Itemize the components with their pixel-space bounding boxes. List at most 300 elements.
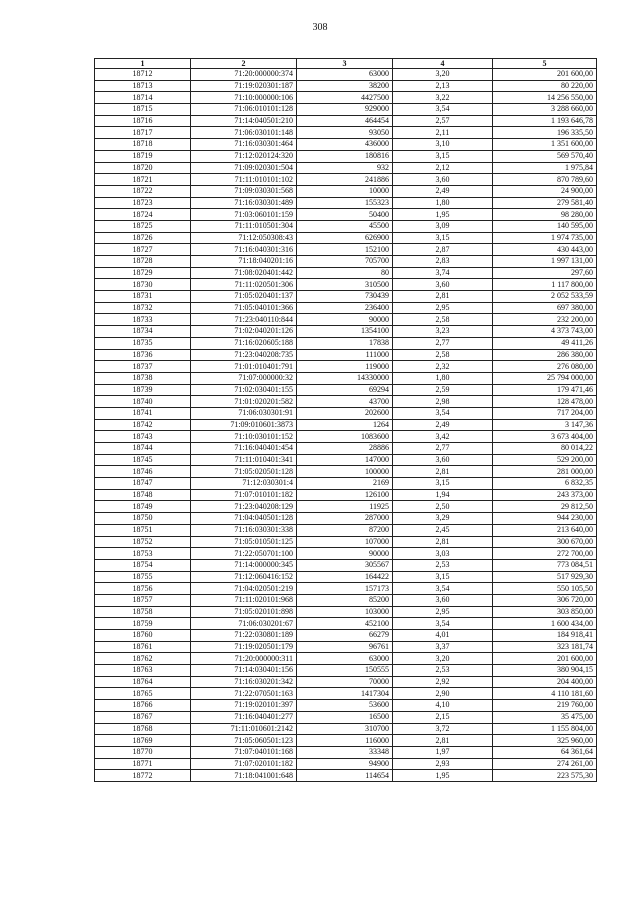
rate-cell: 3,20 bbox=[393, 69, 493, 81]
row-number-cell: 18745 bbox=[95, 454, 191, 466]
table-row bbox=[95, 548, 597, 560]
cadastral-number-cell: 71:07:040101:168 bbox=[191, 746, 297, 758]
row-number-cell: 18736 bbox=[95, 349, 191, 361]
row-number-cell: 18734 bbox=[95, 326, 191, 338]
area-cell: 45500 bbox=[297, 220, 393, 232]
table-row bbox=[95, 536, 597, 548]
rate-cell: 1,97 bbox=[393, 746, 493, 758]
cadastral-number-cell: 71:06:030201:67 bbox=[191, 618, 297, 630]
row-number-cell: 18716 bbox=[95, 115, 191, 127]
area-cell: 28886 bbox=[297, 443, 393, 455]
rate-cell: 2,87 bbox=[393, 244, 493, 256]
amount-cell: 4 110 181,60 bbox=[493, 688, 597, 700]
rate-cell: 3,37 bbox=[393, 641, 493, 653]
area-cell: 17838 bbox=[297, 337, 393, 349]
row-number-cell: 18721 bbox=[95, 174, 191, 186]
rate-cell: 3,09 bbox=[393, 220, 493, 232]
amount-cell: 529 200,00 bbox=[493, 454, 597, 466]
table-row bbox=[95, 185, 597, 197]
row-number-cell: 18768 bbox=[95, 723, 191, 735]
row-number-cell: 18717 bbox=[95, 127, 191, 139]
column-header-5: 5 bbox=[493, 59, 597, 69]
table-row bbox=[95, 337, 597, 349]
row-number-cell: 18772 bbox=[95, 770, 191, 782]
table-row bbox=[95, 466, 597, 478]
amount-cell: 1 155 804,00 bbox=[493, 723, 597, 735]
amount-cell: 1 974 735,00 bbox=[493, 232, 597, 244]
amount-cell: 64 361,64 bbox=[493, 746, 597, 758]
row-number-cell: 18718 bbox=[95, 139, 191, 151]
area-cell: 94900 bbox=[297, 758, 393, 770]
row-number-cell: 18771 bbox=[95, 758, 191, 770]
cadastral-number-cell: 71:04:040501:128 bbox=[191, 513, 297, 525]
rate-cell: 3,60 bbox=[393, 454, 493, 466]
amount-cell: 1 117 800,00 bbox=[493, 279, 597, 291]
area-cell: 80 bbox=[297, 267, 393, 279]
cadastral-number-cell: 71:12:050308:43 bbox=[191, 232, 297, 244]
cadastral-number-cell: 71:12:020124:320 bbox=[191, 150, 297, 162]
amount-cell: 430 443,00 bbox=[493, 244, 597, 256]
rate-cell: 4,01 bbox=[393, 630, 493, 642]
row-number-cell: 18752 bbox=[95, 536, 191, 548]
amount-cell: 179 471,46 bbox=[493, 384, 597, 396]
cadastral-number-cell: 71:18:041001:648 bbox=[191, 770, 297, 782]
cadastral-number-cell: 71:05:010501:125 bbox=[191, 536, 297, 548]
area-cell: 10000 bbox=[297, 185, 393, 197]
row-number-cell: 18733 bbox=[95, 314, 191, 326]
cadastral-number-cell: 71:11:020501:306 bbox=[191, 279, 297, 291]
rate-cell: 3,60 bbox=[393, 594, 493, 606]
cadastral-number-cell: 71:16:040401:454 bbox=[191, 443, 297, 455]
row-number-cell: 18714 bbox=[95, 92, 191, 104]
row-number-cell: 18726 bbox=[95, 232, 191, 244]
column-header-1: 1 bbox=[95, 59, 191, 69]
table-row bbox=[95, 92, 597, 104]
row-number-cell: 18763 bbox=[95, 665, 191, 677]
cadastral-number-cell: 71:11:010601:2142 bbox=[191, 723, 297, 735]
amount-cell: 297,60 bbox=[493, 267, 597, 279]
cadastral-number-cell: 71:09:030301:568 bbox=[191, 185, 297, 197]
area-cell: 452100 bbox=[297, 618, 393, 630]
rate-cell: 2,58 bbox=[393, 349, 493, 361]
area-cell: 14330000 bbox=[297, 372, 393, 384]
amount-cell: 128 478,00 bbox=[493, 396, 597, 408]
cadastral-number-cell: 71:07:000000:32 bbox=[191, 372, 297, 384]
table-row bbox=[95, 197, 597, 209]
table-row bbox=[95, 524, 597, 536]
amount-cell: 140 595,00 bbox=[493, 220, 597, 232]
cadastral-number-cell: 71:01:020201:582 bbox=[191, 396, 297, 408]
table-row bbox=[95, 583, 597, 595]
table-row bbox=[95, 162, 597, 174]
cadastral-number-cell: 71:04:020501:219 bbox=[191, 583, 297, 595]
table-row bbox=[95, 758, 597, 770]
cadastral-number-cell: 71:22:030801:189 bbox=[191, 630, 297, 642]
cadastral-number-cell: 71:14:000000:345 bbox=[191, 559, 297, 571]
table-row bbox=[95, 279, 597, 291]
amount-cell: 323 181,74 bbox=[493, 641, 597, 653]
area-cell: 1264 bbox=[297, 419, 393, 431]
table-row bbox=[95, 244, 597, 256]
area-cell: 436000 bbox=[297, 139, 393, 151]
table-row bbox=[95, 513, 597, 525]
cadastral-number-cell: 71:06:030301:91 bbox=[191, 407, 297, 419]
area-cell: 69294 bbox=[297, 384, 393, 396]
area-cell: 305567 bbox=[297, 559, 393, 571]
cadastral-number-cell: 71:01:010401:791 bbox=[191, 361, 297, 373]
area-cell: 103000 bbox=[297, 606, 393, 618]
area-cell: 63000 bbox=[297, 653, 393, 665]
cadastral-number-cell: 71:22:070501:163 bbox=[191, 688, 297, 700]
table-row bbox=[95, 80, 597, 92]
rate-cell: 2,49 bbox=[393, 419, 493, 431]
row-number-cell: 18740 bbox=[95, 396, 191, 408]
amount-cell: 276 080,00 bbox=[493, 361, 597, 373]
page-number: 308 bbox=[312, 22, 328, 33]
amount-cell: 2 052 533,59 bbox=[493, 291, 597, 303]
amount-cell: 1 351 600,00 bbox=[493, 139, 597, 151]
rate-cell: 2,11 bbox=[393, 127, 493, 139]
area-cell: 932 bbox=[297, 162, 393, 174]
area-cell: 93050 bbox=[297, 127, 393, 139]
cadastral-number-cell: 71:07:020101:182 bbox=[191, 758, 297, 770]
cadastral-number-cell: 71:20:000000:311 bbox=[191, 653, 297, 665]
amount-cell: 4 373 743,00 bbox=[493, 326, 597, 338]
row-number-cell: 18724 bbox=[95, 209, 191, 221]
column-header-2: 2 bbox=[191, 59, 297, 69]
row-number-cell: 18748 bbox=[95, 489, 191, 501]
cadastral-number-cell: 71:16:040301:316 bbox=[191, 244, 297, 256]
cadastral-number-cell: 71:10:030101:152 bbox=[191, 431, 297, 443]
cadastral-number-cell: 71:11:010101:102 bbox=[191, 174, 297, 186]
amount-cell: 184 918,41 bbox=[493, 630, 597, 642]
cadastral-number-cell: 71:23:040110:844 bbox=[191, 314, 297, 326]
area-cell: 1083600 bbox=[297, 431, 393, 443]
rate-cell: 3,60 bbox=[393, 174, 493, 186]
row-number-cell: 18747 bbox=[95, 478, 191, 490]
amount-cell: 281 000,00 bbox=[493, 466, 597, 478]
table-row bbox=[95, 209, 597, 221]
table-row bbox=[95, 384, 597, 396]
table-row bbox=[95, 723, 597, 735]
area-cell: 66279 bbox=[297, 630, 393, 642]
table-row bbox=[95, 431, 597, 443]
table-row bbox=[95, 267, 597, 279]
rate-cell: 2,15 bbox=[393, 711, 493, 723]
amount-cell: 773 084,51 bbox=[493, 559, 597, 571]
table-row bbox=[95, 641, 597, 653]
table-row bbox=[95, 396, 597, 408]
rate-cell: 2,95 bbox=[393, 606, 493, 618]
cadastral-number-cell: 71:20:000000:374 bbox=[191, 69, 297, 81]
area-cell: 96761 bbox=[297, 641, 393, 653]
rate-cell: 2,59 bbox=[393, 384, 493, 396]
rate-cell: 3,23 bbox=[393, 326, 493, 338]
area-cell: 114654 bbox=[297, 770, 393, 782]
cadastral-number-cell: 71:08:020401:442 bbox=[191, 267, 297, 279]
row-number-cell: 18754 bbox=[95, 559, 191, 571]
table-row bbox=[95, 326, 597, 338]
rate-cell: 2,45 bbox=[393, 524, 493, 536]
table-row bbox=[95, 104, 597, 116]
row-number-cell: 18738 bbox=[95, 372, 191, 384]
cadastral-number-cell: 71:05:060501:123 bbox=[191, 735, 297, 747]
table-row bbox=[95, 174, 597, 186]
area-cell: 164422 bbox=[297, 571, 393, 583]
rate-cell: 2,53 bbox=[393, 559, 493, 571]
cadastral-number-cell: 71:12:030301:4 bbox=[191, 478, 297, 490]
area-cell: 70000 bbox=[297, 676, 393, 688]
cadastral-number-cell: 71:05:020501:128 bbox=[191, 466, 297, 478]
area-cell: 43700 bbox=[297, 396, 393, 408]
cadastral-number-cell: 71:16:040401:277 bbox=[191, 711, 297, 723]
amount-cell: 870 789,60 bbox=[493, 174, 597, 186]
amount-cell: 517 929,30 bbox=[493, 571, 597, 583]
row-number-cell: 18725 bbox=[95, 220, 191, 232]
rate-cell: 3,10 bbox=[393, 139, 493, 151]
row-number-cell: 18712 bbox=[95, 69, 191, 81]
row-number-cell: 18735 bbox=[95, 337, 191, 349]
area-cell: 929000 bbox=[297, 104, 393, 116]
rate-cell: 1,80 bbox=[393, 372, 493, 384]
area-cell: 16500 bbox=[297, 711, 393, 723]
area-cell: 100000 bbox=[297, 466, 393, 478]
rate-cell: 4,10 bbox=[393, 700, 493, 712]
table-row bbox=[95, 115, 597, 127]
table-row bbox=[95, 688, 597, 700]
rate-cell: 3,74 bbox=[393, 267, 493, 279]
amount-cell: 14 256 550,00 bbox=[493, 92, 597, 104]
amount-cell: 272 700,00 bbox=[493, 548, 597, 560]
amount-cell: 35 475,00 bbox=[493, 711, 597, 723]
cadastral-number-cell: 71:14:040501:210 bbox=[191, 115, 297, 127]
table-row bbox=[95, 139, 597, 151]
row-number-cell: 18744 bbox=[95, 443, 191, 455]
rate-cell: 3,54 bbox=[393, 583, 493, 595]
amount-cell: 380 904,15 bbox=[493, 665, 597, 677]
area-cell: 310500 bbox=[297, 279, 393, 291]
column-header-3: 3 bbox=[297, 59, 393, 69]
rate-cell: 2,32 bbox=[393, 361, 493, 373]
cadastral-number-cell: 71:07:010101:182 bbox=[191, 489, 297, 501]
rate-cell: 2,81 bbox=[393, 466, 493, 478]
cadastral-number-cell: 71:14:030401:156 bbox=[191, 665, 297, 677]
area-cell: 730439 bbox=[297, 291, 393, 303]
area-cell: 180816 bbox=[297, 150, 393, 162]
area-cell: 90000 bbox=[297, 314, 393, 326]
area-cell: 155323 bbox=[297, 197, 393, 209]
cadastral-number-cell: 71:11:020101:968 bbox=[191, 594, 297, 606]
row-number-cell: 18756 bbox=[95, 583, 191, 595]
row-number-cell: 18753 bbox=[95, 548, 191, 560]
row-number-cell: 18770 bbox=[95, 746, 191, 758]
amount-cell: 569 570,40 bbox=[493, 150, 597, 162]
amount-cell: 24 900,00 bbox=[493, 185, 597, 197]
amount-cell: 3 673 404,00 bbox=[493, 431, 597, 443]
row-number-cell: 18743 bbox=[95, 431, 191, 443]
rate-cell: 2,98 bbox=[393, 396, 493, 408]
table-row bbox=[95, 220, 597, 232]
amount-cell: 201 600,00 bbox=[493, 69, 597, 81]
table-row bbox=[95, 630, 597, 642]
amount-cell: 306 720,00 bbox=[493, 594, 597, 606]
rate-cell: 3,72 bbox=[393, 723, 493, 735]
row-number-cell: 18761 bbox=[95, 641, 191, 653]
area-cell: 111000 bbox=[297, 349, 393, 361]
area-cell: 126100 bbox=[297, 489, 393, 501]
rate-cell: 2,12 bbox=[393, 162, 493, 174]
amount-cell: 550 105,50 bbox=[493, 583, 597, 595]
cadastral-number-cell: 71:03:060101:159 bbox=[191, 209, 297, 221]
amount-cell: 98 280,00 bbox=[493, 209, 597, 221]
area-cell: 90000 bbox=[297, 548, 393, 560]
amount-cell: 274 261,00 bbox=[493, 758, 597, 770]
table-row bbox=[95, 770, 597, 782]
rate-cell: 2,49 bbox=[393, 185, 493, 197]
amount-cell: 944 230,00 bbox=[493, 513, 597, 525]
amount-cell: 204 400,00 bbox=[493, 676, 597, 688]
table-row bbox=[95, 443, 597, 455]
area-cell: 464454 bbox=[297, 115, 393, 127]
amount-cell: 1 193 646,78 bbox=[493, 115, 597, 127]
rate-cell: 3,15 bbox=[393, 150, 493, 162]
table-body bbox=[95, 69, 597, 782]
row-number-cell: 18730 bbox=[95, 279, 191, 291]
area-cell: 147000 bbox=[297, 454, 393, 466]
area-cell: 236400 bbox=[297, 302, 393, 314]
area-cell: 287000 bbox=[297, 513, 393, 525]
rate-cell: 3,54 bbox=[393, 104, 493, 116]
area-cell: 310700 bbox=[297, 723, 393, 735]
table-row bbox=[95, 676, 597, 688]
amount-cell: 232 200,00 bbox=[493, 314, 597, 326]
table-row bbox=[95, 478, 597, 490]
row-number-cell: 18713 bbox=[95, 80, 191, 92]
row-number-cell: 18757 bbox=[95, 594, 191, 606]
row-number-cell: 18731 bbox=[95, 291, 191, 303]
row-number-cell: 18760 bbox=[95, 630, 191, 642]
cadastral-number-cell: 71:11:010401:341 bbox=[191, 454, 297, 466]
amount-cell: 325 960,00 bbox=[493, 735, 597, 747]
cadastral-number-cell: 71:16:030301:464 bbox=[191, 139, 297, 151]
rate-cell: 2,77 bbox=[393, 443, 493, 455]
table-row bbox=[95, 559, 597, 571]
row-number-cell: 18741 bbox=[95, 407, 191, 419]
row-number-cell: 18765 bbox=[95, 688, 191, 700]
area-cell: 4427500 bbox=[297, 92, 393, 104]
table-row bbox=[95, 349, 597, 361]
row-number-cell: 18759 bbox=[95, 618, 191, 630]
area-cell: 157173 bbox=[297, 583, 393, 595]
cadastral-number-cell: 71:10:000000:106 bbox=[191, 92, 297, 104]
rate-cell: 2,81 bbox=[393, 536, 493, 548]
rate-cell: 2,50 bbox=[393, 501, 493, 513]
cadastral-number-cell: 71:02:040201:126 bbox=[191, 326, 297, 338]
rate-cell: 2,93 bbox=[393, 758, 493, 770]
area-cell: 107000 bbox=[297, 536, 393, 548]
area-cell: 38200 bbox=[297, 80, 393, 92]
table-row bbox=[95, 606, 597, 618]
table-row bbox=[95, 314, 597, 326]
cadastral-number-cell: 71:23:040208:129 bbox=[191, 501, 297, 513]
amount-cell: 1 997 131,00 bbox=[493, 256, 597, 268]
table-row bbox=[95, 256, 597, 268]
rate-cell: 2,90 bbox=[393, 688, 493, 700]
row-number-cell: 18767 bbox=[95, 711, 191, 723]
area-cell: 85200 bbox=[297, 594, 393, 606]
rate-cell: 1,80 bbox=[393, 197, 493, 209]
table-row bbox=[95, 372, 597, 384]
amount-cell: 80 014,22 bbox=[493, 443, 597, 455]
area-cell: 53600 bbox=[297, 700, 393, 712]
table-row bbox=[95, 150, 597, 162]
table-row bbox=[95, 489, 597, 501]
table-row bbox=[95, 361, 597, 373]
area-cell: 33348 bbox=[297, 746, 393, 758]
area-cell: 119000 bbox=[297, 361, 393, 373]
table-row bbox=[95, 594, 597, 606]
table-row bbox=[95, 454, 597, 466]
amount-cell: 3 288 660,00 bbox=[493, 104, 597, 116]
rate-cell: 2,58 bbox=[393, 314, 493, 326]
amount-cell: 1 600 434,00 bbox=[493, 618, 597, 630]
rate-cell: 2,13 bbox=[393, 80, 493, 92]
amount-cell: 6 832,35 bbox=[493, 478, 597, 490]
row-number-cell: 18722 bbox=[95, 185, 191, 197]
rate-cell: 3,20 bbox=[393, 653, 493, 665]
area-cell: 1417304 bbox=[297, 688, 393, 700]
cadastral-number-cell: 71:19:020101:397 bbox=[191, 700, 297, 712]
amount-cell: 1 975,84 bbox=[493, 162, 597, 174]
rate-cell: 2,95 bbox=[393, 302, 493, 314]
cadastral-number-cell: 71:05:040101:366 bbox=[191, 302, 297, 314]
amount-cell: 29 812,50 bbox=[493, 501, 597, 513]
cadastral-number-cell: 71:23:040208:735 bbox=[191, 349, 297, 361]
table-row bbox=[95, 69, 597, 81]
row-number-cell: 18746 bbox=[95, 466, 191, 478]
amount-cell: 49 411,26 bbox=[493, 337, 597, 349]
table-row bbox=[95, 407, 597, 419]
row-number-cell: 18727 bbox=[95, 244, 191, 256]
cadastral-number-cell: 71:19:020301:187 bbox=[191, 80, 297, 92]
area-cell: 87200 bbox=[297, 524, 393, 536]
table-row bbox=[95, 665, 597, 677]
table-row bbox=[95, 618, 597, 630]
row-number-cell: 18742 bbox=[95, 419, 191, 431]
row-number-cell: 18751 bbox=[95, 524, 191, 536]
area-cell: 63000 bbox=[297, 69, 393, 81]
cadastral-number-cell: 71:05:020401:137 bbox=[191, 291, 297, 303]
cadastral-number-cell: 71:16:030301:338 bbox=[191, 524, 297, 536]
rate-cell: 2,77 bbox=[393, 337, 493, 349]
area-cell: 11925 bbox=[297, 501, 393, 513]
row-number-cell: 18723 bbox=[95, 197, 191, 209]
row-number-cell: 18729 bbox=[95, 267, 191, 279]
area-cell: 626900 bbox=[297, 232, 393, 244]
row-number-cell: 18749 bbox=[95, 501, 191, 513]
cadastral-number-cell: 71:02:030401:155 bbox=[191, 384, 297, 396]
row-number-cell: 18755 bbox=[95, 571, 191, 583]
rate-cell: 3,42 bbox=[393, 431, 493, 443]
column-header-4: 4 bbox=[393, 59, 493, 69]
area-cell: 150555 bbox=[297, 665, 393, 677]
cadastral-number-cell: 71:11:010501:304 bbox=[191, 220, 297, 232]
cadastral-number-cell: 71:09:010601:3873 bbox=[191, 419, 297, 431]
cadastral-number-cell: 71:09:020301:504 bbox=[191, 162, 297, 174]
row-number-cell: 18764 bbox=[95, 676, 191, 688]
cadastral-number-cell: 71:16:020605:188 bbox=[191, 337, 297, 349]
rate-cell: 3,15 bbox=[393, 478, 493, 490]
